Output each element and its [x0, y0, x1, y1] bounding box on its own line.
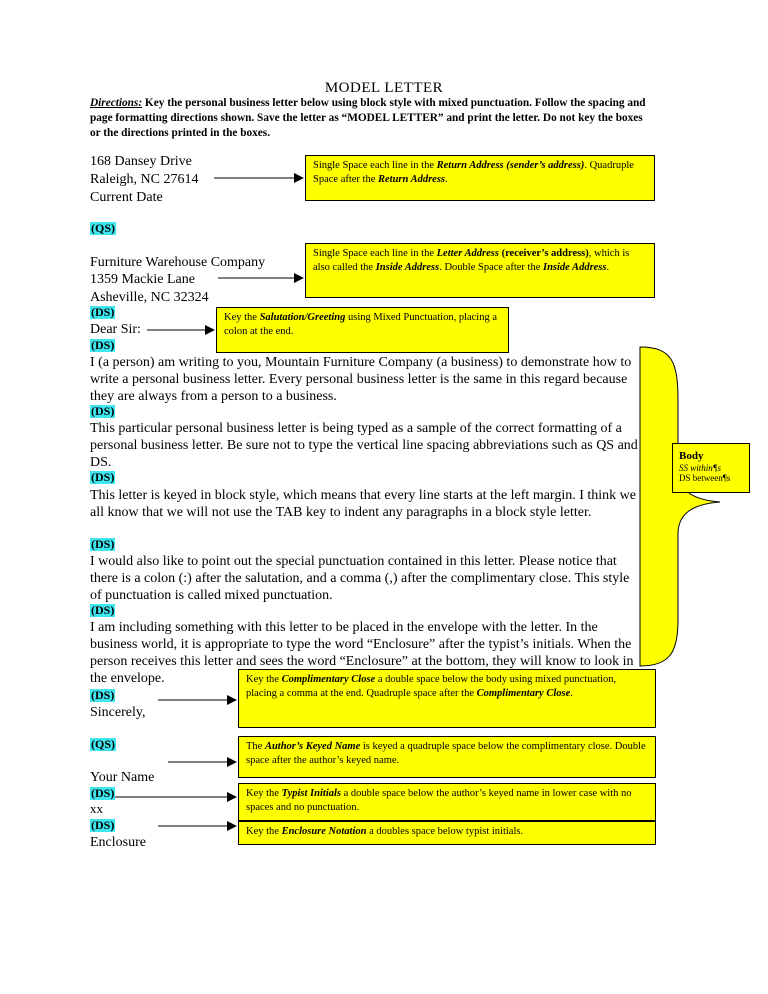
body-callout-line2: DS between¶s — [679, 473, 731, 483]
ds-tag: (DS) — [91, 786, 115, 800]
body-callout-title: Body — [679, 450, 704, 462]
enclosure-notation: Enclosure — [90, 835, 146, 850]
body-paragraph: I am including something with this letter to be placed in the envelope with the letter. In the business world, it is appropriate to type the word “Enclosure” after the typist’s initials. When the person receives this letter and sees the word “Enclosure” at the bottom, they will know to look in the envelope. — [90, 620, 634, 686]
salutation: Dear Sir: — [90, 322, 141, 337]
body-callout-line1: SS within¶s — [679, 463, 721, 473]
ds-tag: (DS) — [91, 818, 115, 832]
ds-tag: (DS) — [91, 603, 115, 617]
inside-address-line: 1359 Mackie Lane — [90, 272, 195, 287]
ds-tag: (DS) — [91, 305, 115, 319]
author-name-note: The Author’s Keyed Name is keyed a quadruple space below the complimentary close. Double space after the author’s keyed name. — [238, 736, 656, 778]
directions-label: Directions: — [90, 97, 143, 109]
typist-initials-note: Key the Typist Initials a double space below the author’s keyed name in lower case with no spaces and no punctuation. — [238, 783, 656, 821]
qs-tag: (QS) — [91, 221, 115, 235]
salutation-note: Key the Salutation/Greeting using Mixed Punctuation, placing a colon at the end. — [216, 307, 509, 353]
ds-tag: (DS) — [91, 470, 115, 484]
inside-address-line: Asheville, NC 32324 — [90, 290, 209, 305]
body-paragraph: This letter is keyed in block style, which means that every line starts at the left margin. I think we all know that we will not use the TAB key to indent any paragraphs in a block style letter. — [90, 488, 636, 520]
page-title: MODEL LETTER — [324, 80, 444, 96]
qs-tag: (QS) — [91, 737, 115, 751]
complimentary-close: Sincerely, — [90, 705, 146, 720]
return-address-line: Raleigh, NC 27614 — [90, 172, 199, 187]
directions-text: Key the personal business letter below using block style with mixed punctuation. Follow the spacing and page formatting directions shown. Save the letter as “MODEL LETTER” and print the letter. Do not key the boxes or the directions printed in the boxes. — [90, 97, 646, 139]
ds-tag: (DS) — [91, 537, 115, 551]
return-address-note: Single Space each line in the Return Address (sender’s address). Quadruple Space after the Return Address. — [305, 155, 655, 201]
ds-tag: (DS) — [91, 338, 115, 352]
complimentary-close-note: Key the Complimentary Close a double space below the body using mixed punctuation, placing a comma at the end. Quadruple space after the Complimentary Close. — [238, 669, 656, 728]
typist-initials: xx — [90, 801, 103, 816]
body-brace — [640, 347, 720, 666]
inside-address-note: Single Space each line in the Letter Address (receiver’s address), which is also called the Inside Address. Double Space after the Inside Address. — [305, 243, 655, 298]
enclosure-note: Key the Enclosure Notation a doubles space below typist initials. — [238, 821, 656, 845]
current-date: Current Date — [90, 190, 163, 205]
ds-tag: (DS) — [91, 404, 115, 418]
body-paragraph: I (a person) am writing to you, Mountain Furniture Company (a business) to demonstrate how to write a personal business letter. Every personal business letter is the same in this regard because they are always from a person to a business. — [90, 355, 632, 404]
return-address-line: 168 Dansey Drive — [90, 154, 192, 169]
body-callout — [672, 443, 750, 493]
ds-tag: (DS) — [91, 688, 115, 702]
keyed-name: Your Name — [90, 770, 155, 785]
body-paragraph: This particular personal business letter is being typed as a sample of the correct formatting of a personal business letter. Be sure not to type the vertical line spacing abbreviations such as QS and DS. — [90, 421, 638, 470]
body-paragraph: I would also like to point out the special punctuation contained in this letter. Please notice that there is a colon (:) after the salutation, and a comma (,) after the complimentary close. This style of punctuation is called mixed punctuation. — [90, 554, 630, 603]
inside-address-line: Furniture Warehouse Company — [90, 255, 266, 270]
